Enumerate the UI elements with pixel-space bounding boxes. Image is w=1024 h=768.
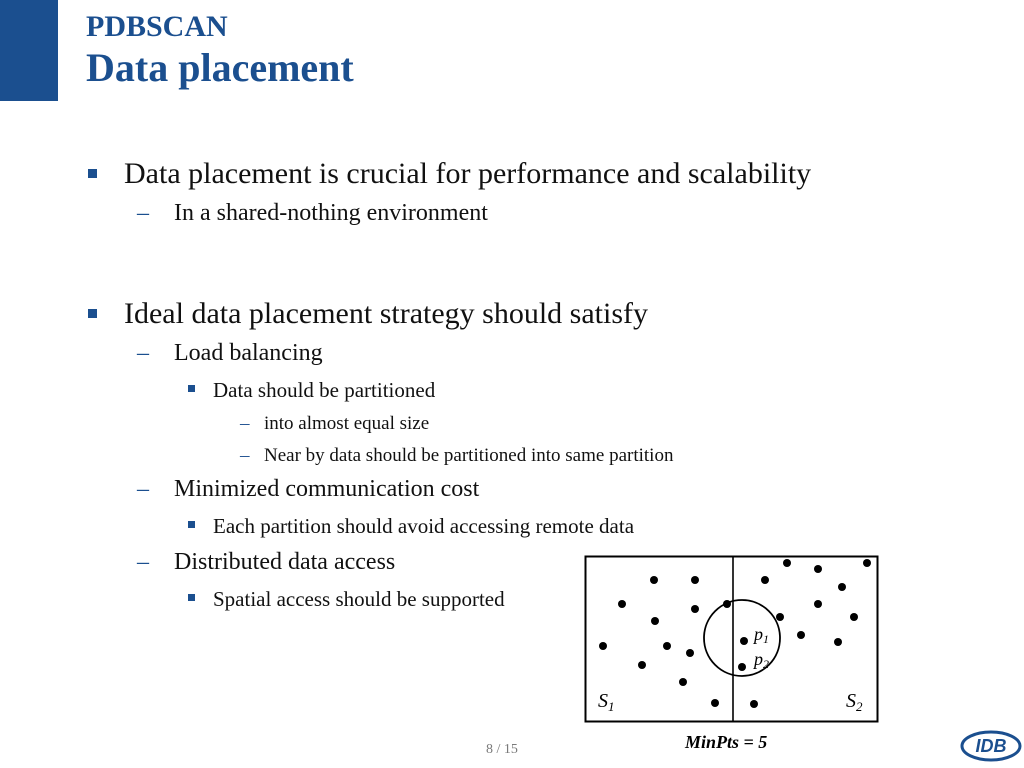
bullet-level3: Each partition should avoid accessing remote data bbox=[213, 514, 635, 538]
bullet-level3: Data should be partitioned bbox=[213, 378, 436, 402]
dash-bullet-icon: – bbox=[137, 340, 149, 366]
data-points bbox=[599, 559, 871, 708]
bullet-level3: Spatial access should be supported bbox=[213, 587, 505, 611]
slide-title: Data placement bbox=[86, 45, 354, 90]
bullet-level1: Data placement is crucial for performance and scalability bbox=[124, 157, 812, 190]
partition-label-s1: $S_1$ bbox=[598, 690, 615, 714]
square-bullet-icon bbox=[188, 594, 195, 601]
data-point bbox=[863, 559, 871, 567]
dash-bullet-icon: – bbox=[240, 445, 250, 466]
data-point-p1 bbox=[740, 637, 748, 645]
point-label-p2: p2 bbox=[754, 649, 769, 671]
dash-bullet-icon: – bbox=[137, 476, 149, 502]
data-point bbox=[776, 613, 784, 621]
logo-text: IDB bbox=[975, 736, 1007, 756]
data-point bbox=[814, 600, 822, 608]
data-point bbox=[761, 576, 769, 584]
data-point-p2 bbox=[738, 663, 746, 671]
dash-bullet-icon: – bbox=[137, 549, 149, 575]
data-point bbox=[638, 661, 646, 669]
bullet-level4: into almost equal size bbox=[264, 413, 430, 434]
data-point bbox=[814, 565, 822, 573]
bullet-level2: Distributed data access bbox=[174, 549, 396, 575]
data-point bbox=[838, 583, 846, 591]
data-point bbox=[691, 576, 699, 584]
point-label-p1: p1 bbox=[754, 624, 769, 646]
data-point bbox=[850, 613, 858, 621]
page-number: 8 / 15 bbox=[486, 742, 518, 757]
partition-label-s2: $S_2$ bbox=[846, 690, 863, 714]
data-point bbox=[599, 642, 607, 650]
data-point bbox=[723, 600, 731, 608]
partition-diagram bbox=[584, 555, 880, 761]
square-bullet-icon bbox=[88, 169, 97, 178]
bullet-level2: Minimized communication cost bbox=[174, 476, 480, 502]
dash-bullet-icon: – bbox=[137, 200, 149, 226]
data-point bbox=[686, 649, 694, 657]
bullet-level2: Load balancing bbox=[174, 340, 323, 366]
data-point bbox=[783, 559, 791, 567]
bullet-level4: Near by data should be partitioned into same partition bbox=[264, 445, 674, 466]
data-point bbox=[797, 631, 805, 639]
bullet-level1: Ideal data placement strategy should satisfy bbox=[124, 297, 648, 330]
slide-subtitle: PDBSCAN bbox=[86, 10, 228, 43]
data-point bbox=[651, 617, 659, 625]
data-point bbox=[650, 576, 658, 584]
data-point bbox=[834, 638, 842, 646]
idb-logo-icon bbox=[960, 722, 1022, 766]
data-point bbox=[618, 600, 626, 608]
data-point bbox=[679, 678, 687, 686]
diagram-frame bbox=[586, 557, 878, 722]
dash-bullet-icon: – bbox=[240, 413, 250, 434]
bullet-level2: In a shared-nothing environment bbox=[174, 200, 488, 226]
square-bullet-icon bbox=[188, 385, 195, 392]
data-point bbox=[691, 605, 699, 613]
data-point bbox=[750, 700, 758, 708]
data-point bbox=[711, 699, 719, 707]
square-bullet-icon bbox=[188, 521, 195, 528]
figure-caption: MinPts = 5 bbox=[685, 732, 768, 752]
square-bullet-icon bbox=[88, 309, 97, 318]
data-point bbox=[663, 642, 671, 650]
